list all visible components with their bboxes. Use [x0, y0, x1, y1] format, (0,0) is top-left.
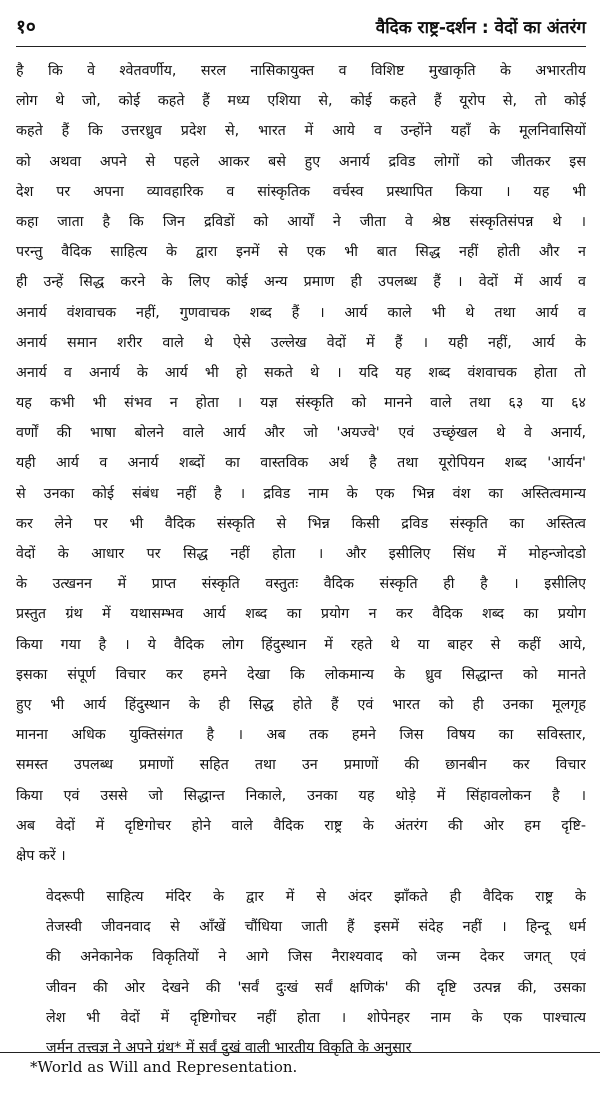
- text-line: कहा जाता है कि जिन द्रविडों को आर्यों ने जीता वे श्रेष्ठ संस्कृतिसंपन्न थे ।: [16, 213, 586, 230]
- text-line: किया एवं उससे जो सिद्धान्त निकाले, उनका यह थोड़े में सिंहावलोकन है ।: [16, 787, 586, 804]
- page-number: १०: [16, 16, 36, 38]
- text-line: लेश भी वेदों में दृष्टिगोचर नहीं होता । शोपेनहर नाम के एक पाश्चात्य: [46, 1009, 586, 1026]
- page-header: [16, 6, 586, 47]
- text-line: जर्मन तत्त्वज्ञ ने अपने ग्रंथ* में सर्वं दुखं वाली भारतीय विकृति के अनुसार: [46, 1040, 412, 1056]
- text-line: की अनेकानेक विकृतियों ने आगे जिस नैराश्यवाद को जन्म देकर जगत् एवं: [46, 949, 586, 966]
- footnote-divider: [0, 1052, 600, 1053]
- text-line: अब वेदों में दृष्टिगोचर होने वाले वैदिक राष्ट्र के अंतरंग की ओर हम दृष्टि-: [16, 817, 586, 834]
- text-line: से उनका कोई संबंध नहीं है । द्रविड नाम के एक भिन्न वंश का अस्तित्वमान्य: [16, 485, 586, 502]
- footnote: *World as Will and Representation.: [30, 1058, 298, 1076]
- text-line: लोग थे जो, कोई कहते हैं मध्य एशिया से, कोई कहते हैं यूरोप से, तो कोई: [16, 93, 586, 110]
- text-line: मानना अधिक युक्तिसंगत है । अब तक हमने जिस विषय का सविस्तार,: [16, 727, 586, 744]
- text-line: हुए भी आर्य हिंदुस्थान के ही सिद्ध होते हैं एवं भारत को ही उनका मूलगृह: [16, 696, 586, 713]
- text-line: यह कभी भी संभव न होता । यज्ञ संस्कृति को मानने वाले तथा ६३ या ६४: [16, 395, 586, 412]
- text-line: समस्त उपलब्ध प्रमाणों सहित तथा उन प्रमाणों की छानबीन कर विचार: [16, 757, 586, 774]
- text-line: वेदरूपी साहित्य मंदिर के द्वार में से अंदर झाँकते ही वैदिक राष्ट्र के: [46, 889, 586, 906]
- text-line: जीवन की ओर देखने की 'सर्वं दुःखं सर्वं क्षणिकं' की दृष्टि उत्पन्न की, उसका: [46, 979, 586, 996]
- text-line: ही उन्हें सिद्ध करने के लिए कोई अन्य प्रमाण ही उपलब्ध हैं । वेदों में आर्य व: [16, 274, 586, 291]
- text-line: इसका संपूर्ण विचार कर हमने देखा कि लोकमान्य के ध्रुव सिद्धान्त को मानते: [16, 666, 586, 683]
- text-line: अनार्य वंशवाचक नहीं, गुणवाचक शब्द हैं । आर्य काले भी थे तथा आर्य व: [16, 304, 586, 321]
- paragraph-2: [16, 882, 586, 1063]
- text-line: वेदों के आधार पर सिद्ध नहीं होता । और इसीलिए सिंध में मोहन्जोदडो: [16, 546, 586, 562]
- text-line: है कि वे श्वेतवर्णीय, सरल नासिकायुक्त व विशिष्ट मुखाकृति के अभारतीय: [16, 63, 586, 79]
- text-line: कर लेने पर भी वैदिक संस्कृति से भिन्न किसी द्रविड संस्कृति का अस्तित्व: [16, 515, 586, 532]
- text-line: यही आर्य व अनार्य शब्दों का वास्तविक अर्थ है तथा यूरोपियन शब्द 'आर्यन': [16, 455, 586, 472]
- text-line: प्रस्तुत ग्रंथ में यथासम्भव आर्य शब्द का प्रयोग न कर वैदिक शब्द का प्रयोग: [16, 606, 586, 623]
- text-line: किया गया है । ये वैदिक लोग हिंदुस्थान में रहते थे या बाहर से कहीं आये,: [16, 636, 586, 653]
- paragraph-1: [16, 56, 586, 871]
- running-title: वैदिक राष्ट्र-दर्शन : वेदों का अंतरंग: [375, 17, 586, 38]
- text-line: अनार्य समान शरीर वाले थे ऐसे उल्लेख वेदों में हैं । यही नहीं, आर्य के: [16, 334, 586, 351]
- text-line: क्षेप करें ।: [16, 847, 66, 864]
- body-text: [16, 56, 586, 1063]
- text-line: को अथवा अपने से पहले आकर बसे हुए अनार्य द्रविड लोगों को जीतकर इस: [16, 153, 586, 170]
- text-line: अनार्य व अनार्य के आर्य भी हो सकते थे । यदि यह शब्द वंशवाचक होता तो: [16, 364, 586, 381]
- text-line: कहते हैं कि उत्तरध्रुव प्रदेश से, भारत में आये व उन्होंने यहाँ के मूलनिवासियों: [16, 123, 586, 140]
- text-line: देश पर अपना व्यावहारिक व सांस्कृतिक वर्चस्व प्रस्थापित किया । यह भी: [16, 183, 586, 200]
- text-line: के उत्खनन में प्राप्त संस्कृति वस्तुतः वैदिक संस्कृति ही है । इसीलिए: [16, 576, 586, 593]
- text-line: वर्णों की भाषा बोलने वाले आर्य और जो 'अयज्वे' एवं उच्छृंखल थे वे अनार्य,: [16, 425, 586, 442]
- text-line: तेजस्वी जीवनवाद से आँखें चौंधिया जाती हैं इसमें संदेह नहीं । हिन्दू धर्म: [46, 919, 586, 936]
- text-line: परन्तु वैदिक साहित्य के द्वारा इनमें से एक भी बात सिद्ध नहीं होती और न: [16, 244, 586, 261]
